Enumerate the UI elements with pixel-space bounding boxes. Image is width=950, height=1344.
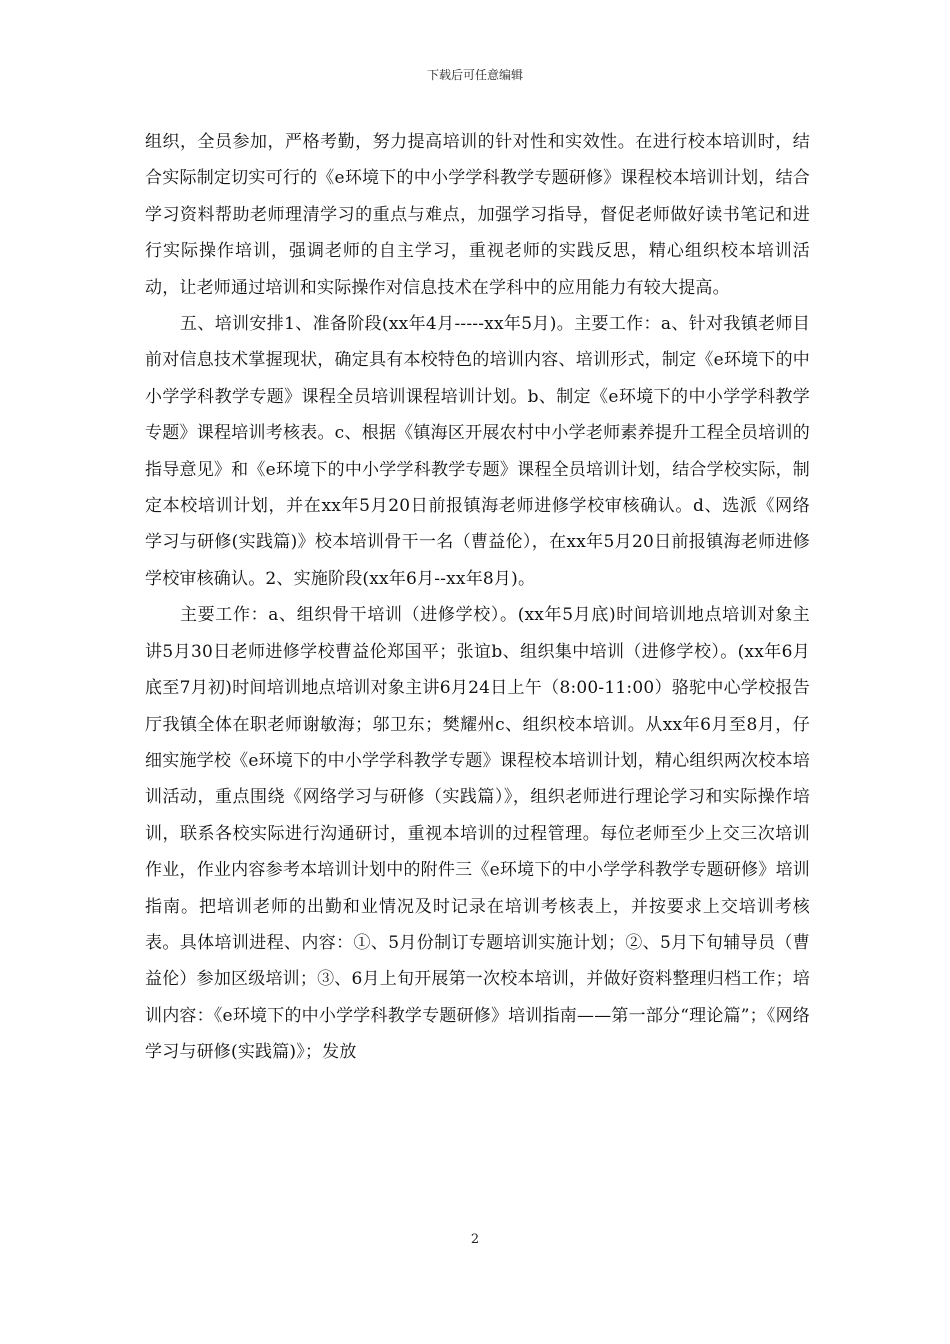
- paragraph-2: 五、培训安排1、准备阶段(xx年4月-----xx年5月)。主要工作：a、针对我镇老师目前对信息技术掌握现状，确定具有本校特色的培训内容、培训形式，制定《e环境下的中小学学科教学专题》课程全员培训课程培训计划。b、制定《e环境下的中小学学科教学专题》课程培训考核表。c、根据《镇海区开展农村中小学老师素养提升工程全员培训的指导意见》和《e环境下的中小学学科教学专题》课程全员培训计划，结合学校实际，制定本校培训计划，并在xx年5月20日前报镇海老师进修学校审核确认。d、选派《网络学习与研修(实践篇)》校本培训骨干一名（曹益伦），在xx年5月20日前报镇海老师进修学校审核确认。2、实施阶段(xx年6月--xx年8月)。: [145, 314, 810, 589]
- paragraph-3: 主要工作：a、组织骨干培训（进修学校）。(xx年5月底)时间培训地点培训对象主讲5月30日老师进修学校曹益伦郑国平；张谊b、组织集中培训（进修学校）。(xx年6月底至7月初)时间培训地点培训对象主讲6月24日上午（8:00-11:00）骆驼中心学校报告厅我镇全体在职老师谢敏海；邬卫东；樊耀州c、组织校本培训。从xx年6月至8月，仔细实施学校《e环境下的中小学学科教学专题》课程校本培训计划，精心组织两次校本培训活动，重点围绕《网络学习与研修（实践篇）》，组织老师进行理论学习和实际操作培训，联系各校实际进行沟通研讨，重视本培训的过程管理。每位老师至少上交三次培训作业，作业内容参考本培训计划中的附件三《e环境下的中小学学科教学专题研修》培训指南。把培训老师的出勤和业情况及时记录在培训考核表上，并按要求上交培训考核表。具体培训进程、内容：①、5月份制订专题培训实施计划；②、5月下旬辅导员（曹益伦）参加区级培训；③、6月上旬开展第一次校本培训，并做好资料整理归档工作；培训内容：《e环境下的中小学学科教学专题研修》培训指南——第一部分“理论篇”；《网络学习与研修(实践篇)》；发放: [145, 605, 811, 1063]
- document-body: [145, 124, 810, 1071]
- page-header: 下载后可任意编辑: [426, 68, 523, 82]
- paragraph-1: 组织，全员参加，严格考勤，努力提高培训的针对性和实效性。在进行校本培训时，结合实际制定切实可行的《e环境下的中小学学科教学专题研修》课程校本培训计划，结合学习资料帮助老师理清学习的重点与难点，加强学习指导，督促老师做好读书笔记和进行实际操作培训，强调老师的自主学习，重视老师的实践反思，精心组织校本培训活动，让老师通过培训和实际操作对信息技术在学科中的应用能力有较大提高。: [145, 132, 810, 298]
- page-number: 2: [470, 1232, 480, 1247]
